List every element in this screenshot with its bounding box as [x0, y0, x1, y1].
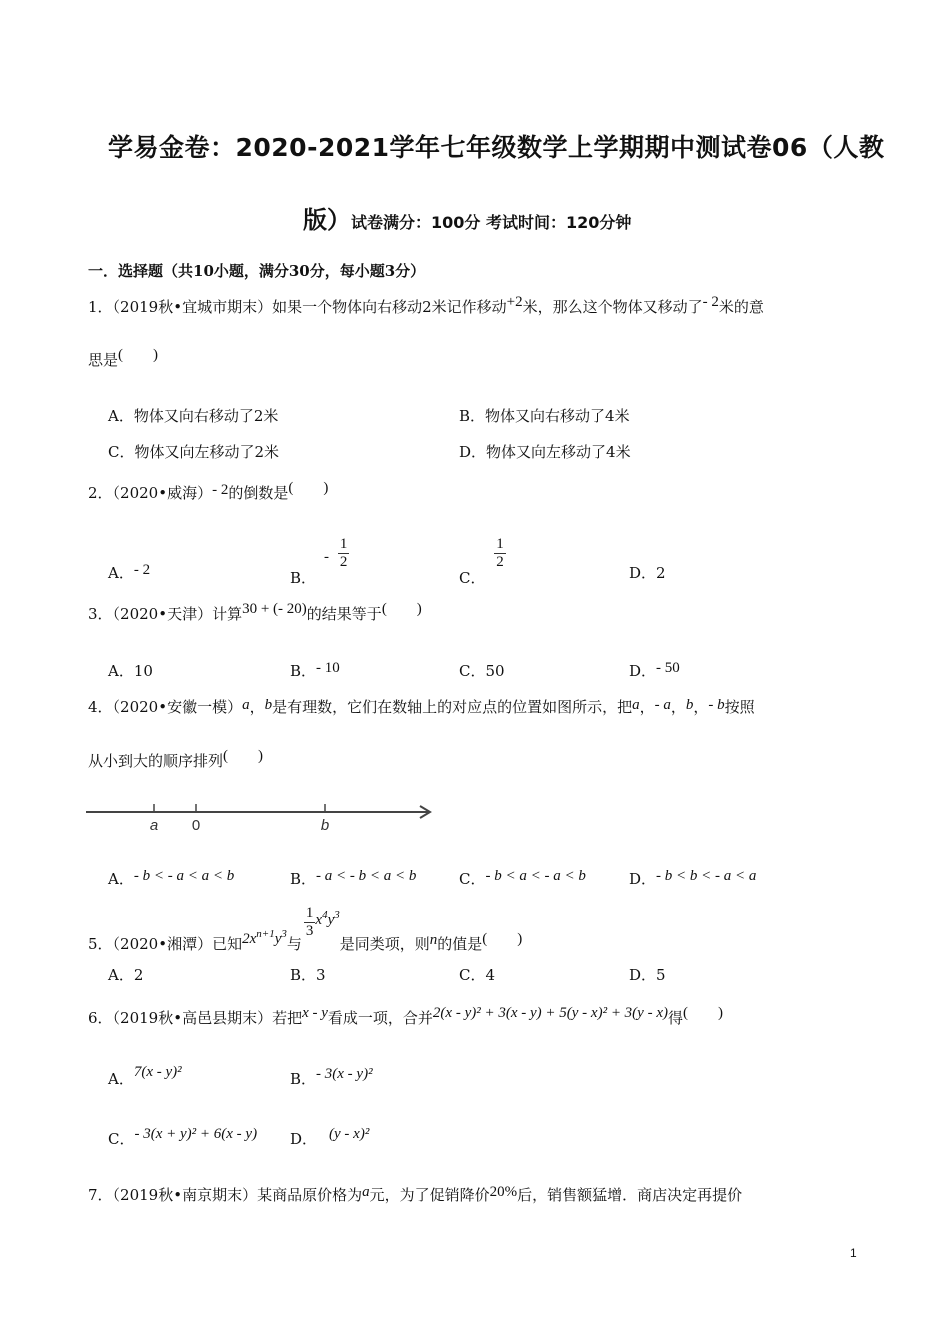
- option-value: - b < b < - a < a: [656, 868, 757, 884]
- question-4: [88, 696, 755, 717]
- page-number: 1: [850, 1246, 857, 1260]
- math-expr: - 2: [212, 482, 229, 498]
- axis-label-0: 0: [191, 817, 201, 834]
- option-a[interactable]: [108, 868, 234, 889]
- question-text: 米，那么这个物体又移动了: [522, 298, 703, 316]
- option-d[interactable]: D．5: [629, 966, 666, 984]
- title-continuation: 版）: [303, 206, 351, 234]
- answer-paren: ( ): [223, 748, 264, 764]
- answer-paren: ( ): [683, 1005, 724, 1021]
- question-text: 米的意: [718, 298, 764, 316]
- option-label: B．: [290, 569, 317, 587]
- option-label: B．: [290, 662, 317, 680]
- option-a[interactable]: A．2: [108, 966, 144, 984]
- option-label: A．: [108, 1070, 134, 1088]
- option-label: A．: [108, 870, 134, 888]
- question-text: 思是: [88, 351, 119, 369]
- option-d[interactable]: [290, 1128, 369, 1149]
- var-a: a: [242, 697, 250, 713]
- math-expr: 30 + (- 20): [242, 601, 307, 617]
- monomial-var: y: [327, 912, 335, 928]
- fraction: [338, 536, 350, 570]
- option-value: - 10: [316, 660, 340, 676]
- fraction-denominator: 2: [339, 553, 348, 570]
- question-4-line2: [88, 750, 263, 771]
- question-2: [88, 482, 328, 503]
- option-b[interactable]: [290, 1068, 373, 1089]
- fraction-denominator: 3: [305, 922, 314, 939]
- fraction-numerator: 1: [339, 536, 348, 552]
- option-b[interactable]: [290, 660, 340, 681]
- question-3: [88, 603, 422, 624]
- math-expr: 2(x - y)² + 3(x - y) + 5(y - x)² + 3(y - x): [432, 1005, 668, 1021]
- option-d[interactable]: D．2: [629, 564, 666, 582]
- question-text: 从小到大的顺序排列: [88, 752, 224, 770]
- question-1-line2: [88, 349, 158, 370]
- question-text: 得: [668, 1009, 684, 1027]
- exponent: 4: [322, 909, 328, 921]
- math-expr: +2: [506, 294, 523, 310]
- fraction-numerator: 1: [496, 536, 504, 552]
- axis-label-a: a: [149, 817, 159, 834]
- question-text: 后，销售额猛增．商店决定再提价: [517, 1186, 743, 1204]
- option-label: C．: [459, 870, 486, 888]
- option-label: C．: [108, 1130, 135, 1148]
- question-source: （2019秋•宜城市期末）: [112, 298, 273, 316]
- separator: ，: [249, 698, 265, 716]
- question-source: （2020•湘潭）: [112, 935, 213, 953]
- option-c[interactable]: [459, 868, 586, 889]
- option-value: - b < a < - a < b: [485, 868, 586, 884]
- percent-value: 20%: [489, 1184, 518, 1200]
- var-a: a: [632, 697, 640, 713]
- question-text: 元，为了促销降价: [369, 1186, 490, 1204]
- option-value: - 50: [656, 660, 680, 676]
- option-label: D．: [629, 662, 657, 680]
- monomial-1: [242, 928, 287, 947]
- monomial-base: 2x: [242, 931, 257, 947]
- number-line-figure: [84, 796, 436, 836]
- fraction-denominator: 2: [496, 553, 504, 570]
- option-b[interactable]: [290, 868, 416, 889]
- question-text: 与: [286, 935, 302, 953]
- question-text: 已知: [212, 935, 243, 953]
- question-text: 看成一项，合并: [327, 1009, 433, 1027]
- option-c[interactable]: C．4: [459, 966, 496, 984]
- question-text: 若把: [272, 1009, 303, 1027]
- question-text: 是有理数，它们在数轴上的对应点的位置如图所示，把: [272, 698, 633, 716]
- question-number: 2．: [88, 484, 113, 502]
- question-text: 计算: [212, 605, 243, 623]
- option-label: B．: [290, 1070, 317, 1088]
- option-label: D．: [629, 870, 657, 888]
- monomial-var: x: [315, 912, 323, 928]
- option-label: C．: [459, 569, 486, 587]
- separator: ，: [693, 698, 709, 716]
- question-number: 6．: [88, 1009, 113, 1027]
- option-a[interactable]: [108, 562, 150, 583]
- exponent: 3: [281, 928, 287, 940]
- var-a: a: [362, 1184, 370, 1200]
- question-number: 3．: [88, 605, 113, 623]
- question-6: [88, 1007, 723, 1028]
- option-value: - b < - a < a < b: [133, 868, 235, 884]
- question-text: 某商品原价格为: [257, 1186, 363, 1204]
- var-neg-a: - a: [654, 697, 671, 713]
- option-label: B．: [290, 870, 317, 888]
- math-expr: x - y: [302, 1005, 328, 1021]
- option-value: - a < - b < a < b: [316, 868, 417, 884]
- question-number: 1．: [88, 298, 113, 316]
- question-source: （2020•安徽一模）: [112, 698, 243, 716]
- option-d[interactable]: D．物体又向左移动了4米: [459, 443, 631, 461]
- separator: ，: [639, 698, 655, 716]
- exponent: n+1: [256, 928, 275, 940]
- question-text: 是同类项，则: [339, 935, 430, 953]
- question-text: 的结果等于: [306, 605, 382, 623]
- option-value: - 3(x - y)²: [316, 1066, 373, 1082]
- option-value: 7(x - y)²: [133, 1064, 182, 1080]
- question-number: 4．: [88, 698, 113, 716]
- fraction-numerator: 1: [305, 905, 314, 921]
- option-a[interactable]: A．10: [108, 662, 153, 680]
- monomial-var: y: [274, 931, 282, 947]
- option-d[interactable]: [629, 660, 680, 681]
- question-5: [88, 905, 523, 953]
- question-number: 7．: [88, 1186, 113, 1204]
- fraction: [304, 905, 316, 939]
- exam-info: 试卷满分：100分 考试时间：120分钟: [351, 213, 632, 232]
- fraction: [494, 536, 506, 570]
- question-text: 如果一个物体向右移动2米记作移动: [272, 298, 507, 316]
- question-1: [88, 296, 764, 317]
- question-text: 按照: [724, 698, 755, 716]
- question-source: （2020•天津）: [112, 605, 213, 623]
- question-source: （2019秋•高邑县期末）: [112, 1009, 273, 1027]
- var-n: n: [429, 932, 438, 948]
- option-c[interactable]: [108, 1128, 257, 1149]
- fraction-sign: -: [324, 549, 330, 565]
- page-subtitle: [303, 200, 631, 235]
- question-7: [88, 1184, 742, 1205]
- page-title: 学易金卷：2020-2021学年七年级数学上学期期中测试卷06（人教: [108, 133, 885, 162]
- option-value: - 3(x + y)² + 6(x - y): [134, 1126, 258, 1142]
- option-a[interactable]: [108, 1064, 182, 1089]
- question-source: （2020•威海）: [112, 484, 213, 502]
- question-text: 的倒数是: [228, 484, 289, 502]
- var-neg-b: - b: [708, 697, 725, 713]
- section-heading: 一．选择题（共10小题，满分30分，每小题3分）: [88, 262, 426, 280]
- answer-paren: ( ): [482, 931, 523, 947]
- separator: ，: [670, 698, 686, 716]
- option-label: A．: [108, 564, 134, 582]
- answer-paren: ( ): [288, 480, 329, 496]
- option-b[interactable]: B．3: [290, 966, 326, 984]
- var-b: b: [685, 697, 694, 713]
- option-value: - 2: [133, 562, 151, 578]
- question-source: （2019秋•南京期末）: [112, 1186, 258, 1204]
- answer-paren: ( ): [381, 601, 422, 617]
- question-text: 的值是: [437, 935, 483, 953]
- axis-label-b: b: [320, 817, 330, 834]
- option-c[interactable]: [459, 536, 506, 587]
- question-number: 5．: [88, 935, 113, 953]
- option-value: (y - x)²: [329, 1126, 370, 1142]
- option-a[interactable]: A．物体又向右移动了2米: [108, 407, 279, 425]
- option-c[interactable]: C．物体又向左移动了2米: [108, 443, 280, 461]
- var-b: b: [264, 697, 273, 713]
- answer-paren: ( ): [118, 347, 159, 363]
- math-expr: - 2: [702, 294, 719, 310]
- option-label: D．: [290, 1130, 318, 1148]
- exponent: 3: [334, 909, 340, 921]
- option-b[interactable]: B．物体又向右移动了4米: [459, 407, 630, 425]
- option-d[interactable]: [629, 868, 756, 889]
- monomial-2: [315, 909, 340, 928]
- option-c[interactable]: C．50: [459, 662, 505, 680]
- option-b[interactable]: [290, 536, 349, 587]
